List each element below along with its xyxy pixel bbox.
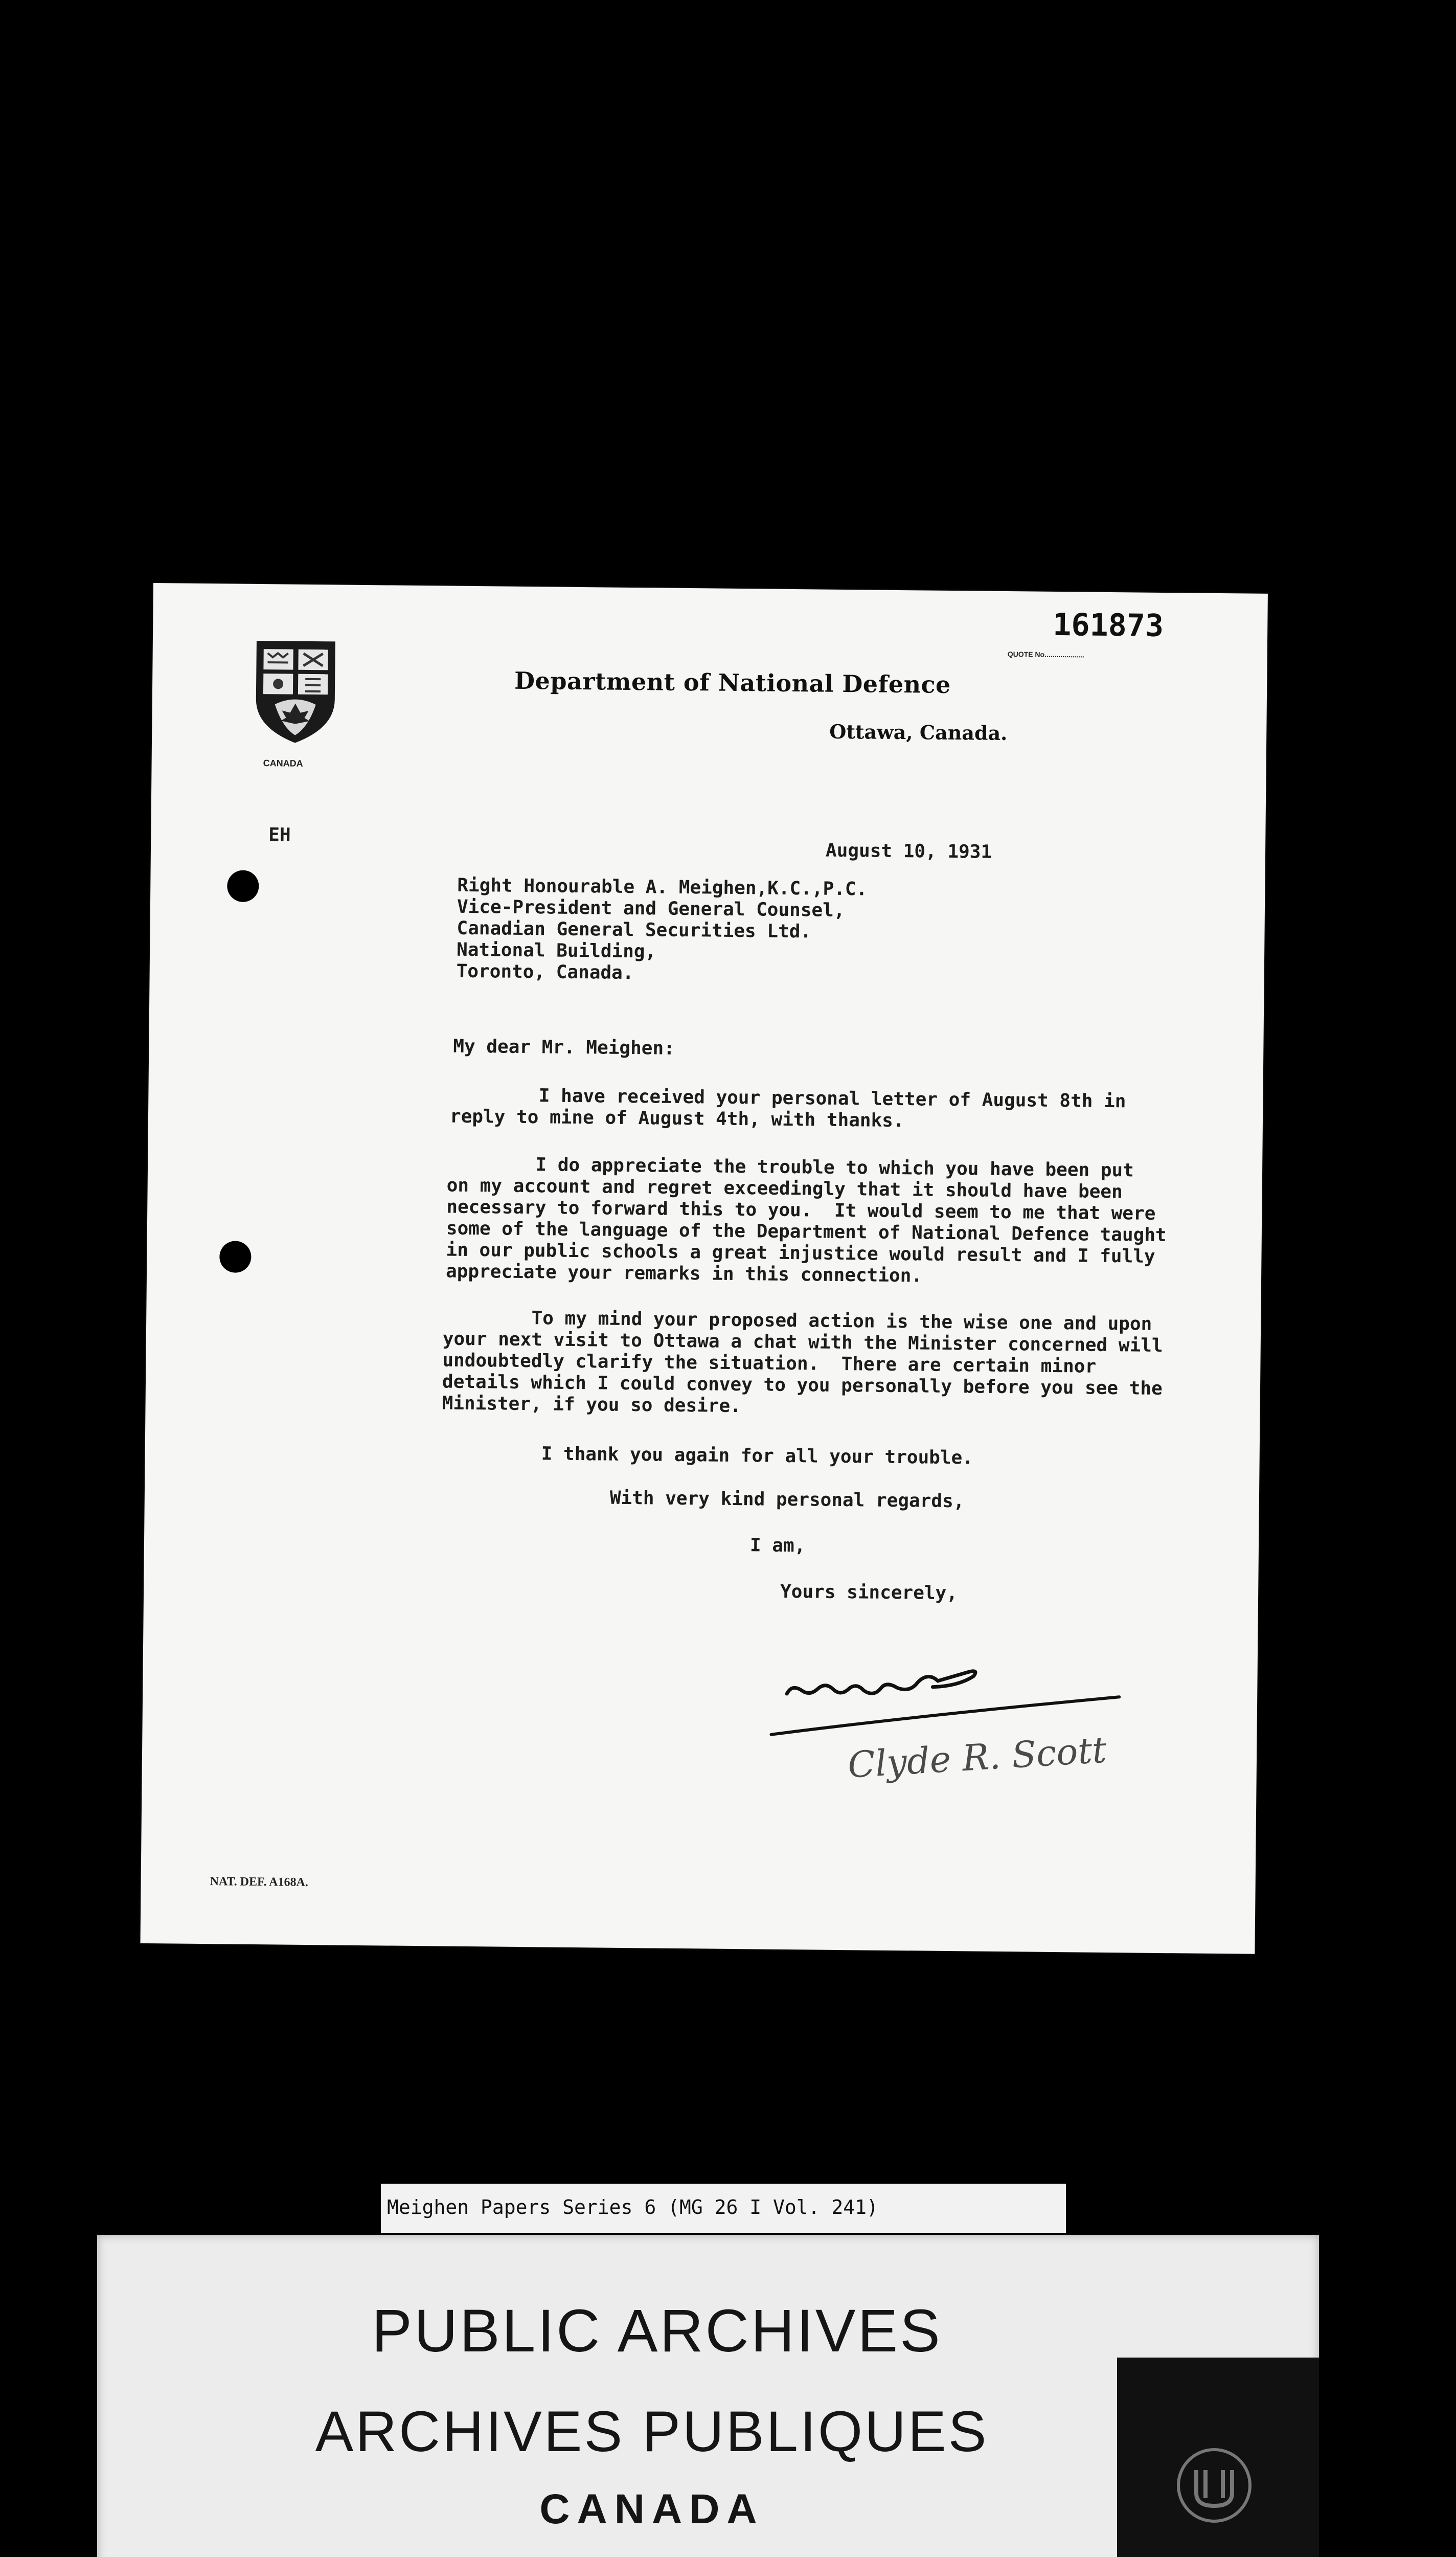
archives-logo-icon: [1176, 2447, 1253, 2526]
series-label: Meighen Papers Series 6 (MG 26 I Vol. 241): [387, 2196, 878, 2218]
body-line: I have received your personal letter of August 8th in: [450, 1084, 1126, 1112]
quote-number-field: [1008, 650, 1084, 659]
archives-line-canada: CANADA: [539, 2486, 764, 2532]
archives-tab: [1117, 2358, 1319, 2557]
body-line: details which I could convey to you personally before you see the: [442, 1371, 1163, 1400]
body-line: Minister, if you so desire.: [442, 1393, 742, 1417]
letterhead-city: Ottawa, Canada.: [829, 720, 1008, 745]
recipient-address: [457, 875, 868, 986]
body-line: To my mind your proposed action is the wise one and upon: [443, 1307, 1152, 1335]
quote-label: QUOTE No.: [1007, 650, 1047, 659]
punch-hole-bottom: [219, 1241, 252, 1273]
recipient-line: Toronto, Canada.: [456, 960, 634, 984]
department-letterhead: Department of National Defence: [514, 666, 951, 699]
paragraph-3: [442, 1307, 1163, 1422]
letter-date: August 10, 1931: [825, 840, 992, 863]
closing-line: Yours sincerely,: [780, 1581, 958, 1604]
archives-line-english: PUBLIC ARCHIVES: [372, 2297, 942, 2365]
public-archives-card: [97, 2235, 1319, 2557]
paragraph-2: [446, 1154, 1167, 1290]
body-line: undoubtedly clarify the situation. There are certain minor: [442, 1350, 1097, 1377]
crest-caption: CANADA: [263, 758, 303, 769]
thanks-line: I thank you again for all your trouble.: [541, 1443, 974, 1469]
body-line: I do appreciate the trouble to which you have been put: [446, 1153, 1134, 1181]
quote-dots: ...................: [1046, 650, 1084, 659]
body-line: some of the language of the Department of National Defence taught: [446, 1218, 1167, 1246]
body-line: in our public schools a great injustice would result and I fully: [446, 1239, 1155, 1267]
body-line: appreciate your remarks in this connection.: [445, 1261, 923, 1287]
form-number: NAT. DEF. A168A.: [210, 1875, 308, 1890]
regards-line: With very kind personal regards,: [609, 1487, 965, 1512]
body-line: reply to mine of August 4th, with thanks.: [449, 1106, 904, 1132]
signature-name: Clyde R. Scott: [847, 1729, 1108, 1786]
series-label-strip: [381, 2184, 1066, 2233]
paragraph-1: [450, 1085, 1126, 1134]
punch-hole-top: [227, 870, 259, 902]
body-line: your next visit to Ottawa a chat with the Minister concerned will: [442, 1328, 1163, 1357]
salutation: My dear Mr. Meighen:: [453, 1036, 675, 1059]
recipient-line: Vice-President and General Counsel,: [457, 896, 845, 922]
recipient-line: Canadian General Securities Ltd.: [457, 917, 812, 943]
typist-initials: EH: [268, 824, 291, 846]
body-line: on my account and regret exceedingly that it should have been: [446, 1175, 1123, 1203]
canada-crest-icon: [252, 638, 339, 749]
recipient-line: National Building,: [456, 939, 656, 962]
letter-sheet: [140, 583, 1267, 1954]
archives-line-french: ARCHIVES PUBLIQUES: [315, 2399, 989, 2463]
i-am-line: I am,: [749, 1535, 806, 1557]
body-line: necessary to forward this to you. It would seem to me that were: [446, 1196, 1156, 1224]
recipient-line: Right Honourable A. Meighen,K.C.,P.C.: [457, 874, 868, 900]
document-number: 161873: [1052, 607, 1164, 644]
